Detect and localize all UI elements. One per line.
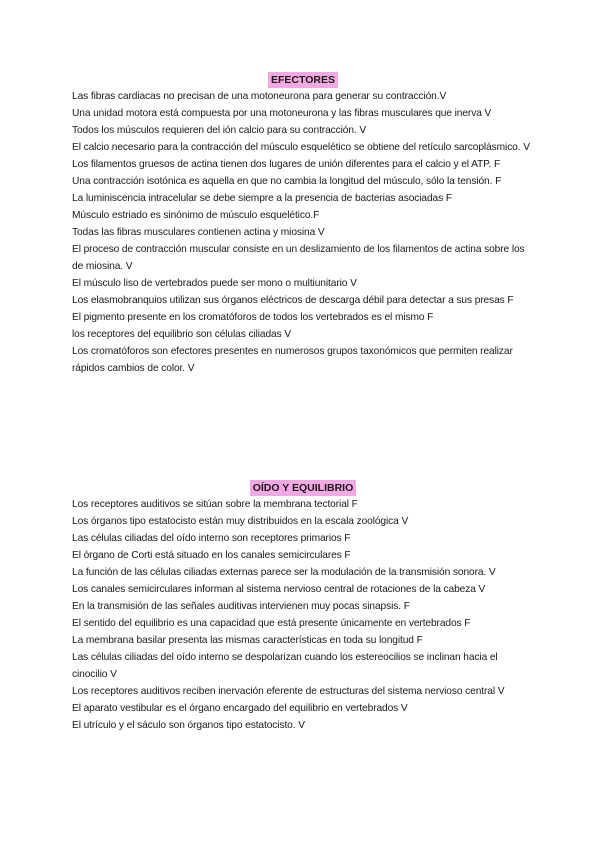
list-item: Los cromatóforos son efectores presentes en numerosos grupos taxonómicos que permiten realizar rápidos cambios de color. V	[72, 346, 513, 374]
list-item: Los filamentos gruesos de actina tienen dos lugares de unión diferentes para el calcio y el ATP. F	[72, 159, 501, 170]
list-item: Una contracción isotónica es aquella en que no cambia la longitud del músculo, sólo la tensión. F	[72, 176, 502, 187]
list-item: Todos los músculos requieren del ión calcio para su contracción. V	[72, 125, 367, 136]
section-oido-y-equilibrio	[72, 478, 534, 734]
list-item: El utrículo y el sáculo son órganos tipo estatocisto. V	[72, 720, 305, 731]
list-item: En la transmisión de las señales auditivas intervienen muy pocas sinapsis. F	[72, 601, 410, 612]
list-item: Los receptores auditivos se sitúan sobre la membrana tectorial F	[72, 499, 358, 510]
list-item: El calcio necesario para la contracción del músculo esquelético se obtiene del retículo sarcoplásmico. V	[72, 142, 530, 153]
section-heading: OÍDO Y EQUILIBRIO	[250, 480, 357, 496]
list-item: Los órganos tipo estatocisto están muy distribuidos en la escala zoológica V	[72, 516, 409, 527]
list-item: El proceso de contracción muscular consiste en un deslizamiento de los filamentos de actina sobre los de miosina. V	[72, 244, 525, 272]
list-item: Todas las fibras musculares contienen actina y miosina V	[72, 227, 325, 238]
list-item: Músculo estriado es sinónimo de músculo esquelético.F	[72, 210, 320, 221]
section-heading: EFECTORES	[268, 72, 338, 88]
list-item: Las células ciliadas del oído interno se despolarizan cuando los estereocilios se inclinan hacia el cinocilio V	[72, 652, 498, 680]
list-item: La luminiscencia intracelular se debe siempre a la presencia de bacterias asociadas F	[72, 193, 452, 204]
list-item: Una unidad motora está compuesta por una motoneurona y las fibras musculares que inerva V	[72, 108, 492, 119]
list-item: Los elasmobranquios utilizan sus órganos eléctricos de descarga débil para detectar a sus presas F	[72, 295, 514, 306]
section-efectores	[72, 70, 534, 377]
list-item: El aparato vestibular es el órgano encargado del equilibrio en vertebrados V	[72, 703, 408, 714]
list-item: La membrana basilar presenta las mismas características en toda su longitud F	[72, 635, 423, 646]
list-item: los receptores del equilibrio son células ciliadas V	[72, 329, 292, 340]
list-item: Las células ciliadas del oído interno son receptores primarios F	[72, 533, 351, 544]
list-item: El pigmento presente en los cromatóforos de todos los vertebrados es el mismo F	[72, 312, 434, 323]
list-item: Los receptores auditivos reciben inervación eferente de estructuras del sistema nervioso central V	[72, 686, 505, 697]
list-item: Las fibras cardiacas no precisan de una motoneurona para generar su contracción.V	[72, 91, 447, 102]
list-item: Los canales semicirculares informan al sistema nervioso central de rotaciones de la cabeza V	[72, 584, 486, 595]
list-item: El órgano de Corti está situado en los canales semicirculares F	[72, 550, 351, 561]
list-item: La función de las células ciliadas externas parece ser la modulación de la transmisión sonora. V	[72, 567, 496, 578]
list-item: El músculo liso de vertebrados puede ser mono o multiunitario V	[72, 278, 357, 289]
list-item: El sentido del equilibrio es una capacidad que está presente únicamente en vertebrados F	[72, 618, 471, 629]
